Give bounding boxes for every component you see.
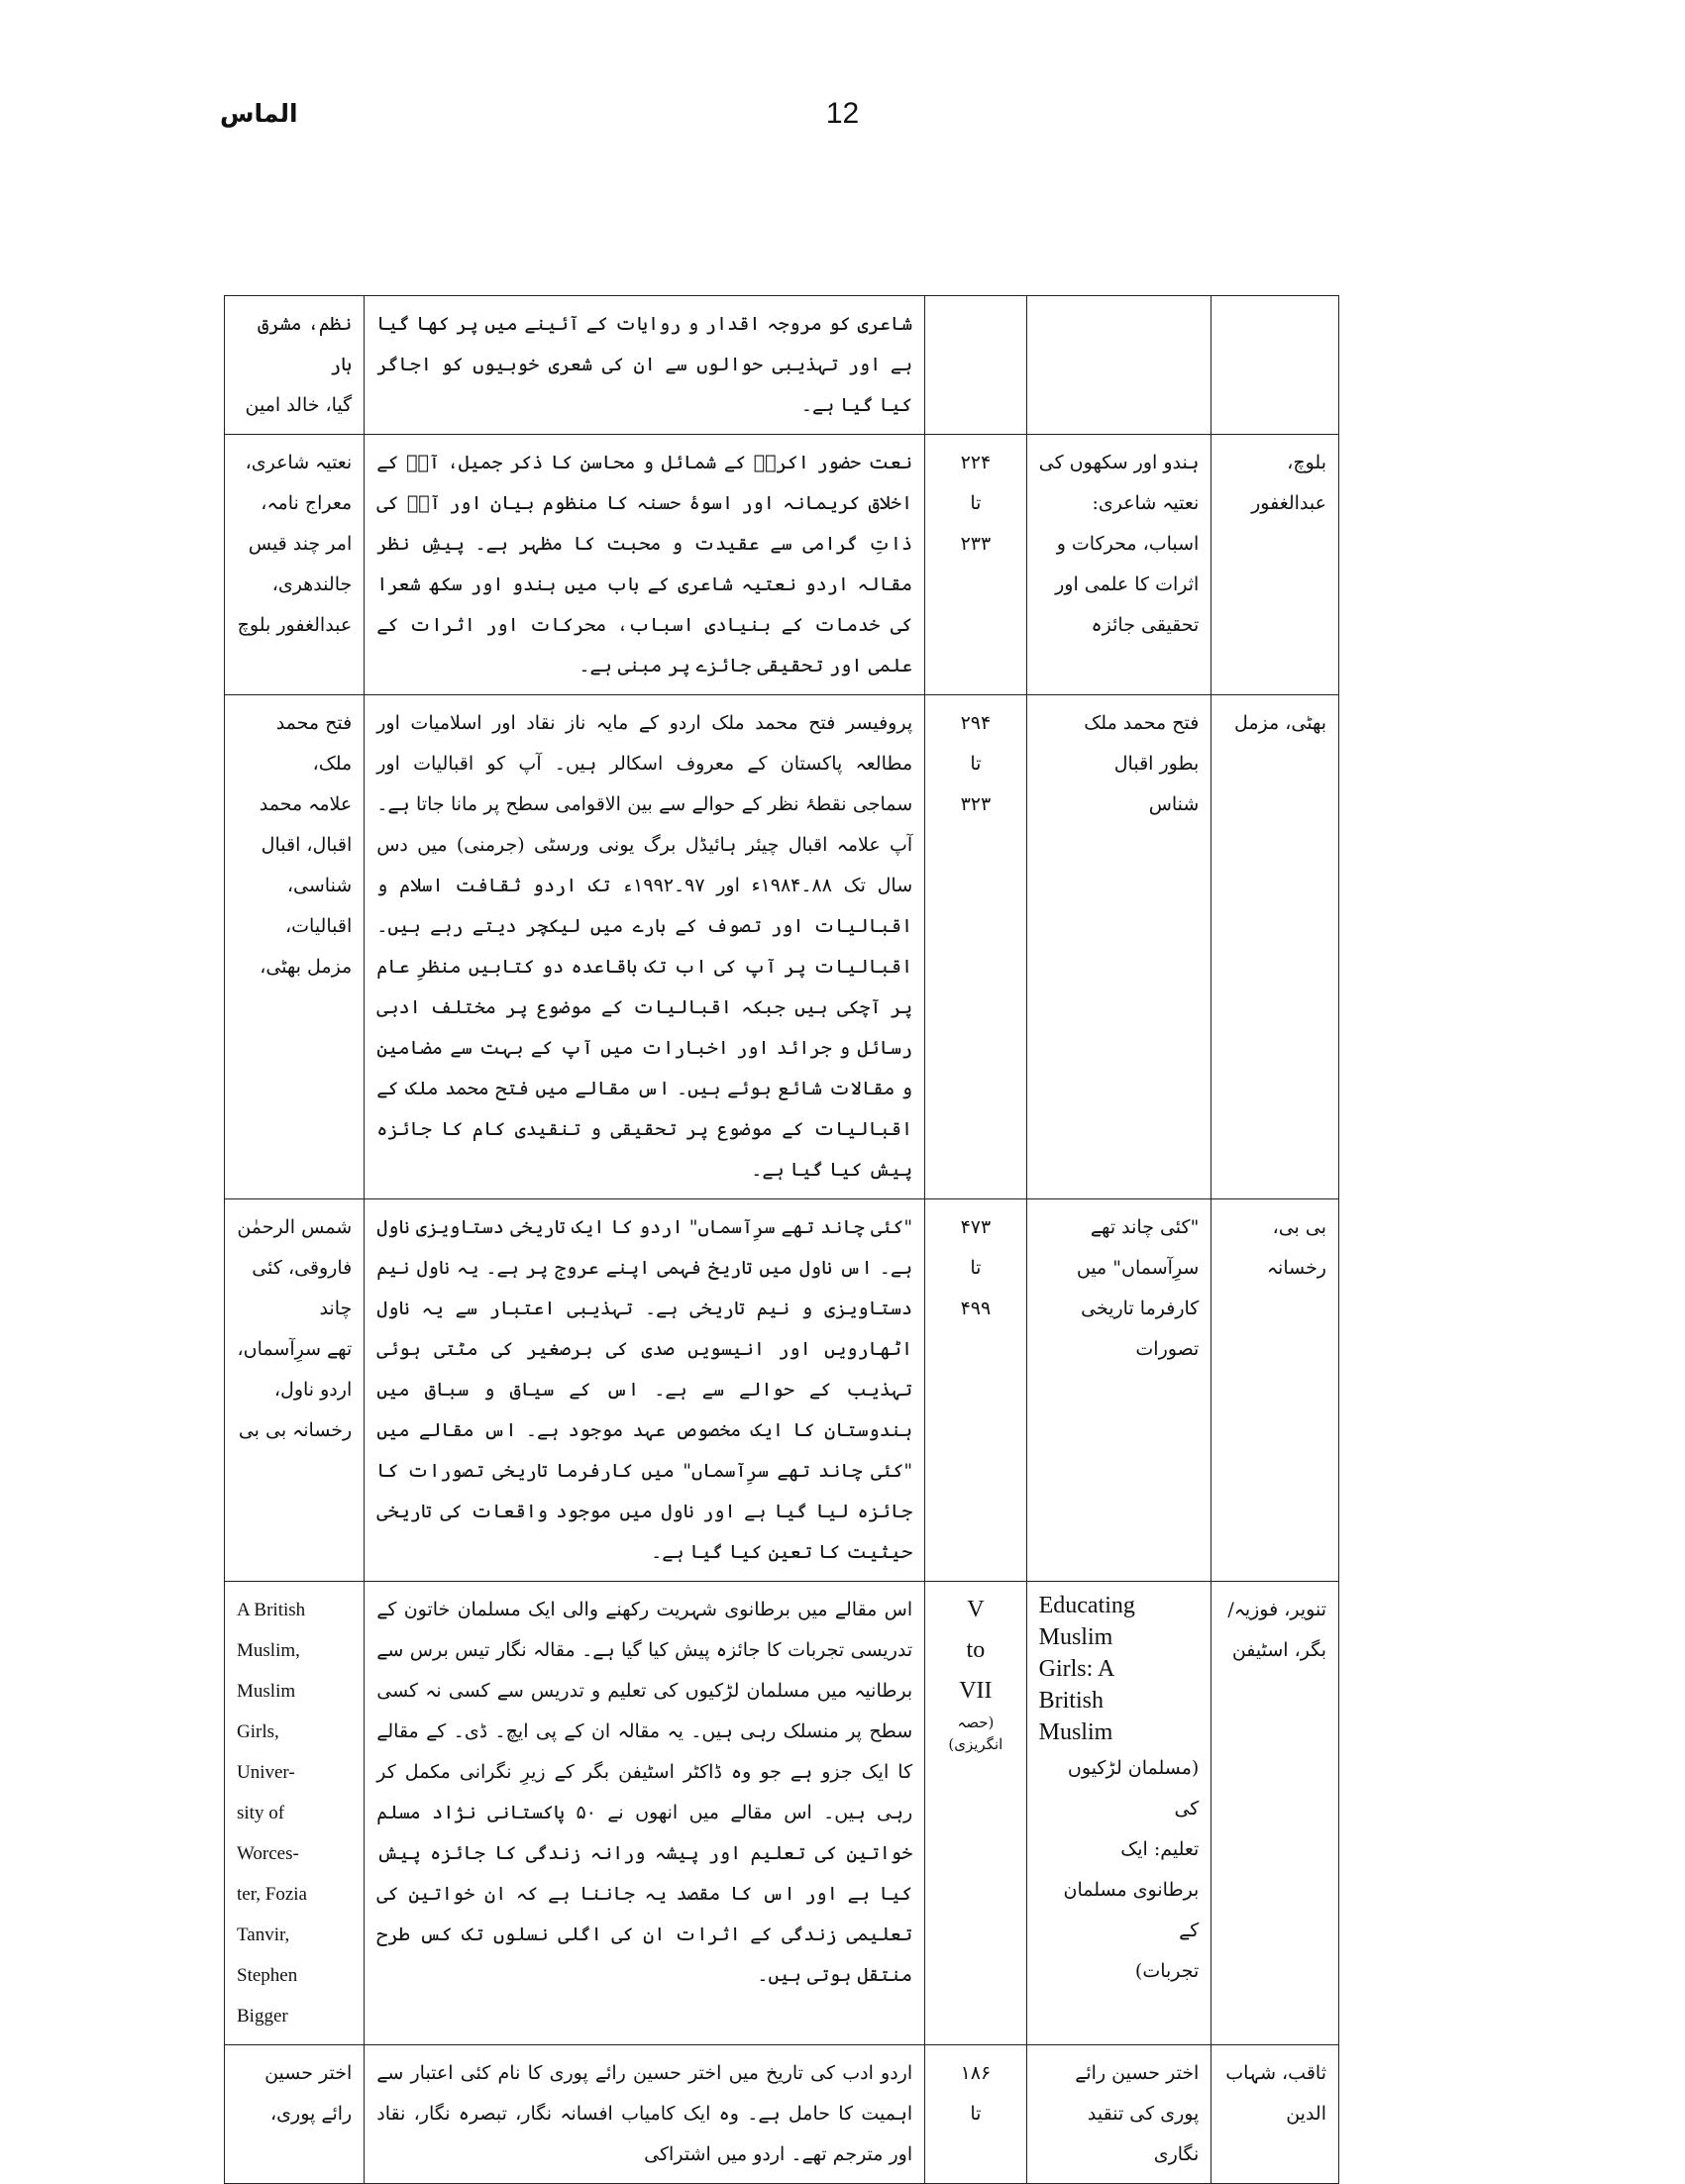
keyword: Girls, — [237, 1721, 279, 1742]
keyword: Bigger — [237, 2006, 288, 2027]
keyword: اردو ناول، — [273, 1379, 353, 1401]
keywords-cell — [225, 1582, 365, 2045]
title-line-en: Educating — [1038, 1593, 1135, 1618]
keywords-cell — [225, 1199, 365, 1582]
title-line: تصورات — [1135, 1338, 1200, 1360]
abstract-cell: اردو ادب کی تاریخ میں اختر حسین رائے پوری کا نام کئی اعتبار سے اہمیت کا حامل ہے۔ وہ ایک کامیاب افسانہ نگار، تبصرہ نگار، نقاد اور مترجم تھے۔ اردو میں اشتراکی — [365, 2045, 925, 2184]
title-line: اختر حسین رائے — [1075, 2062, 1200, 2084]
title-cell — [1026, 435, 1211, 695]
title-line: سرِآسماں" میں — [1076, 1257, 1200, 1279]
keyword: مزمل بھٹی، — [260, 956, 353, 978]
page-end: VII — [959, 1678, 993, 1704]
section-note: (حصہ — [957, 1714, 995, 1731]
keywords-cell — [225, 695, 365, 1199]
title-line: اثرات کا علمی اور — [1055, 573, 1200, 595]
title-line: اسباب، محرکات و — [1056, 533, 1200, 555]
title-line: تعلیم: ایک — [1120, 1838, 1200, 1860]
pages-cell — [925, 2045, 1026, 2184]
title-cell — [1026, 296, 1211, 435]
keyword: رائے پوری، — [270, 2103, 353, 2125]
keyword: جالندھری، — [271, 573, 353, 595]
page-start: ۴۷۳ — [960, 1216, 992, 1238]
page-to: تا — [970, 2103, 982, 2125]
title-line: (مسلمان لڑکیوں کی — [1067, 1757, 1200, 1820]
title-line: تجربات) — [1134, 1960, 1200, 1982]
pages-cell — [925, 435, 1026, 695]
abstract-cell: شاعری کو مروجہ اقدار و روایات کے آئینے میں پر کھا گیا ہے اور تہذیبی حوالوں سے ان کی شعری خوبیوں کو اجاگر کیا گیا ہے۔ — [365, 296, 925, 435]
table-row — [225, 1199, 1339, 1582]
title-line: ہندو اور سکھوں کی — [1038, 452, 1200, 473]
table-row — [225, 435, 1339, 695]
keyword: Stephen — [237, 1965, 298, 1986]
keyword: شناسی، — [286, 875, 353, 896]
keyword: Muslim, — [237, 1640, 300, 1661]
page-end: ۲۳۳ — [960, 533, 992, 555]
author-cell — [1211, 1582, 1339, 2045]
keyword: sity of — [237, 1803, 285, 1823]
keyword: اقبالیات، — [285, 915, 353, 937]
keyword: علامہ محمد — [259, 793, 353, 815]
keyword: معراج نامہ، — [261, 492, 353, 514]
author-line: تنویر، فوزیہ/ — [1227, 1599, 1326, 1620]
keyword: امر چند قیس — [248, 533, 353, 555]
table-row — [225, 2045, 1339, 2184]
page-number: 12 — [825, 97, 860, 130]
catalog-table — [224, 295, 1339, 2184]
title-cell — [1026, 2045, 1211, 2184]
author-line: الدین — [1286, 2103, 1326, 2125]
keyword: نظم، مشرق ہار — [258, 313, 353, 375]
keyword: اقبال، اقبال — [261, 834, 353, 856]
page-end: ۴۹۹ — [960, 1298, 992, 1319]
table-row — [225, 296, 1339, 435]
keyword: A British — [237, 1600, 306, 1620]
journal-name: الماس — [220, 99, 298, 128]
title-line-en: Muslim — [1038, 1719, 1113, 1745]
author-cell: بلوچ، عبدالغفور — [1211, 435, 1339, 695]
title-line: پوری کی تنقید نگاری — [1087, 2103, 1200, 2165]
keyword: Tanvir, — [237, 1924, 290, 1945]
title-line: کارفرما تاریخی — [1081, 1298, 1200, 1319]
keyword: Worces- — [237, 1843, 299, 1864]
author-cell: بی بی، رخسانہ — [1211, 1199, 1339, 1582]
title-cell — [1026, 1582, 1211, 2045]
title-line-en: British — [1038, 1688, 1104, 1714]
author-cell: بھٹی، مزمل — [1211, 695, 1339, 1199]
page-start: ۱۸۶ — [960, 2062, 992, 2084]
title-line: نعتیہ شاعری: — [1092, 492, 1200, 514]
section-note: انگریزی) — [948, 1735, 1003, 1753]
abstract-cell: "کئی چاند تھے سرِآسماں" اردو کا ایک تاریخی دستاویزی ناول ہے۔ اس ناول میں تاریخ فہمی اپنے عروج پر ہے۔ یہ ناول نیم دستاویزی و نیم تاریخی ہے۔ تہذیبی اعتبار سے یہ ناول اٹھارویں اور انیسویں صدی کی برصغیر کی مٹتی ہوئی تہذیب کے حوالے سے ہے۔ اس کے سیاق و سباق میں ہندوستان کا ایک مخصوص عہد موجود ہے۔ اس مقالے میں "کئی چاند تھے سرِآسماں" میں کارفرما تاریخی تصورات کا جائزہ لیا گیا ہے اور ناول میں موجود واقعات کی تاریخی حیثیت کا تعین کیا گیا ہے۔ — [365, 1199, 925, 1582]
title-line: "کئی چاند تھے — [1090, 1216, 1200, 1238]
page-end: ۳۲۳ — [960, 793, 992, 815]
keyword: ter, Fozia — [237, 1884, 307, 1905]
abstract-cell: اس مقالے میں برطانوی شہریت رکھنے والی ایک مسلمان خاتون کے تدریسی تجربات کا جائزہ پیش کیا گیا ہے۔ مقالہ نگار تیس برس سے برطانیہ میں مسلمان لڑکیوں کی تعلیم و تدریس سے کسی نہ کسی سطح پر منسلک رہی ہیں۔ یہ مقالہ ان کے پی ایچ۔ ڈی۔ کے مقالے کا ایک جزو ہے جو وہ ڈاکٹر اسٹیفن بگر کے زیرِ نگرانی مکمل کر رہی ہیں۔ اس مقالے میں انھوں نے ۵۰ پاکستانی نژاد مسلم خواتین کی تعلیم اور پیشہ ورانہ زندگی کا جائزہ پیش کیا ہے اور اس کا مقصد یہ جاننا ہے کہ ان خواتین کی تعلیمی زندگی کے اثرات ان کی اگلی نسلوں تک کس طرح منتقل ہوتی ہیں۔ — [365, 1582, 925, 2045]
keyword: گیا، خالد امین — [245, 394, 353, 416]
keyword: تھے سرِآسماں، — [237, 1338, 353, 1360]
title-line: برطانوی مسلمان کے — [1063, 1879, 1200, 1941]
title-line: فتح محمد ملک بطور اقبال — [1084, 712, 1200, 775]
pages-cell — [925, 695, 1026, 1199]
title-line-en: Muslim — [1038, 1624, 1113, 1650]
keyword: عبدالغفور بلوچ — [237, 614, 353, 636]
table-row — [225, 695, 1339, 1199]
keyword: Univer- — [237, 1762, 295, 1783]
keyword: نعتیہ شاعری، — [245, 452, 353, 473]
pages-cell — [925, 1199, 1026, 1582]
keywords-cell — [225, 2045, 365, 2184]
pages-cell — [925, 296, 1026, 435]
title-cell — [1026, 695, 1211, 1199]
page-to: تا — [970, 753, 982, 775]
author-cell — [1211, 2045, 1339, 2184]
keyword: فتح محمد ملک، — [275, 712, 353, 775]
keyword: Muslim — [237, 1681, 296, 1702]
keywords-cell — [225, 296, 365, 435]
author-line: بگر، اسٹیفن — [1231, 1639, 1326, 1661]
title-cell — [1026, 1199, 1211, 1582]
keyword: شمس الرحمٰن — [237, 1216, 353, 1238]
abstract-cell: پروفیسر فتح محمد ملک اردو کے مایہ ناز نقاد اور اسلامیات اور مطالعہ پاکستان کے معروف اسکالر ہیں۔ آپ کو اقبالیات اور سماجی نقطۂ نظر کے حوالے سے بین الاقوامی سطح پر مانا جاتا ہے۔ آپ علامہ اقبال چیئر ہائیڈل برگ یونی ورسٹی (جرمنی) میں دس سال تک ۸۸۔۱۹۸۴ء اور ۹۷۔۱۹۹۲ء تک اردو ثقافت اسلام و اقبالیات اور تصوف کے بارے میں لیکچر دیتے رہے ہیں۔ اقبالیات پر آپ کی اب تک باقاعدہ دو کتابیں منظرِ عام پر آچکی ہیں جبکہ اقبالیات کے موضوع پر مختلف ادبی رسائل و جرائد اور اخبارات میں آپ کے بہت سے مضامین و مقالات شائع ہوئے ہیں۔ اس مقالے میں فتح محمد ملک کے اقبالیات کے موضوع پر تحقیقی و تنقیدی کام کا جائزہ پیش کیا گیا ہے۔ — [365, 695, 925, 1199]
author-cell — [1211, 296, 1339, 435]
pages-cell — [925, 1582, 1026, 2045]
title-line: تحقیقی جائزہ — [1091, 614, 1200, 636]
keyword: رخسانہ بی بی — [238, 1419, 353, 1441]
page-to: to — [966, 1637, 986, 1663]
keyword: اختر حسین — [264, 2062, 353, 2084]
abstract-cell: نعت حضور اکرمؐ کے شمائل و محاسن کا ذکر جمیل، آپؐ کے اخلاق کریمانہ اور اسوۂ حسنہ کا منظوم بیان اور آپؐ کی ذاتِ گرامی سے عقیدت و محبت کا مظہر ہے۔ پیشِ نظر مقالہ اردو نعتیہ شاعری کے باب میں ہندو اور سکھ شعرا کی خدمات کے بنیادی اسباب، محرکات اور اثرات کے علمی اور تحقیقی جائزے پر مبنی ہے۔ — [365, 435, 925, 695]
page-start: ۲۲۴ — [960, 452, 992, 473]
title-line-en: Girls: A — [1038, 1656, 1115, 1682]
table-row — [225, 1582, 1339, 2045]
keywords-cell — [225, 435, 365, 695]
page-to: تا — [970, 1257, 982, 1279]
title-line: شناس — [1148, 793, 1200, 815]
page-to: تا — [970, 492, 982, 514]
keyword: فاروقی، کئی چاند — [252, 1257, 353, 1319]
page-start: ۲۹۴ — [960, 712, 992, 734]
author-line: ثاقب، شہاب — [1225, 2062, 1326, 2084]
page-start: V — [967, 1597, 985, 1622]
